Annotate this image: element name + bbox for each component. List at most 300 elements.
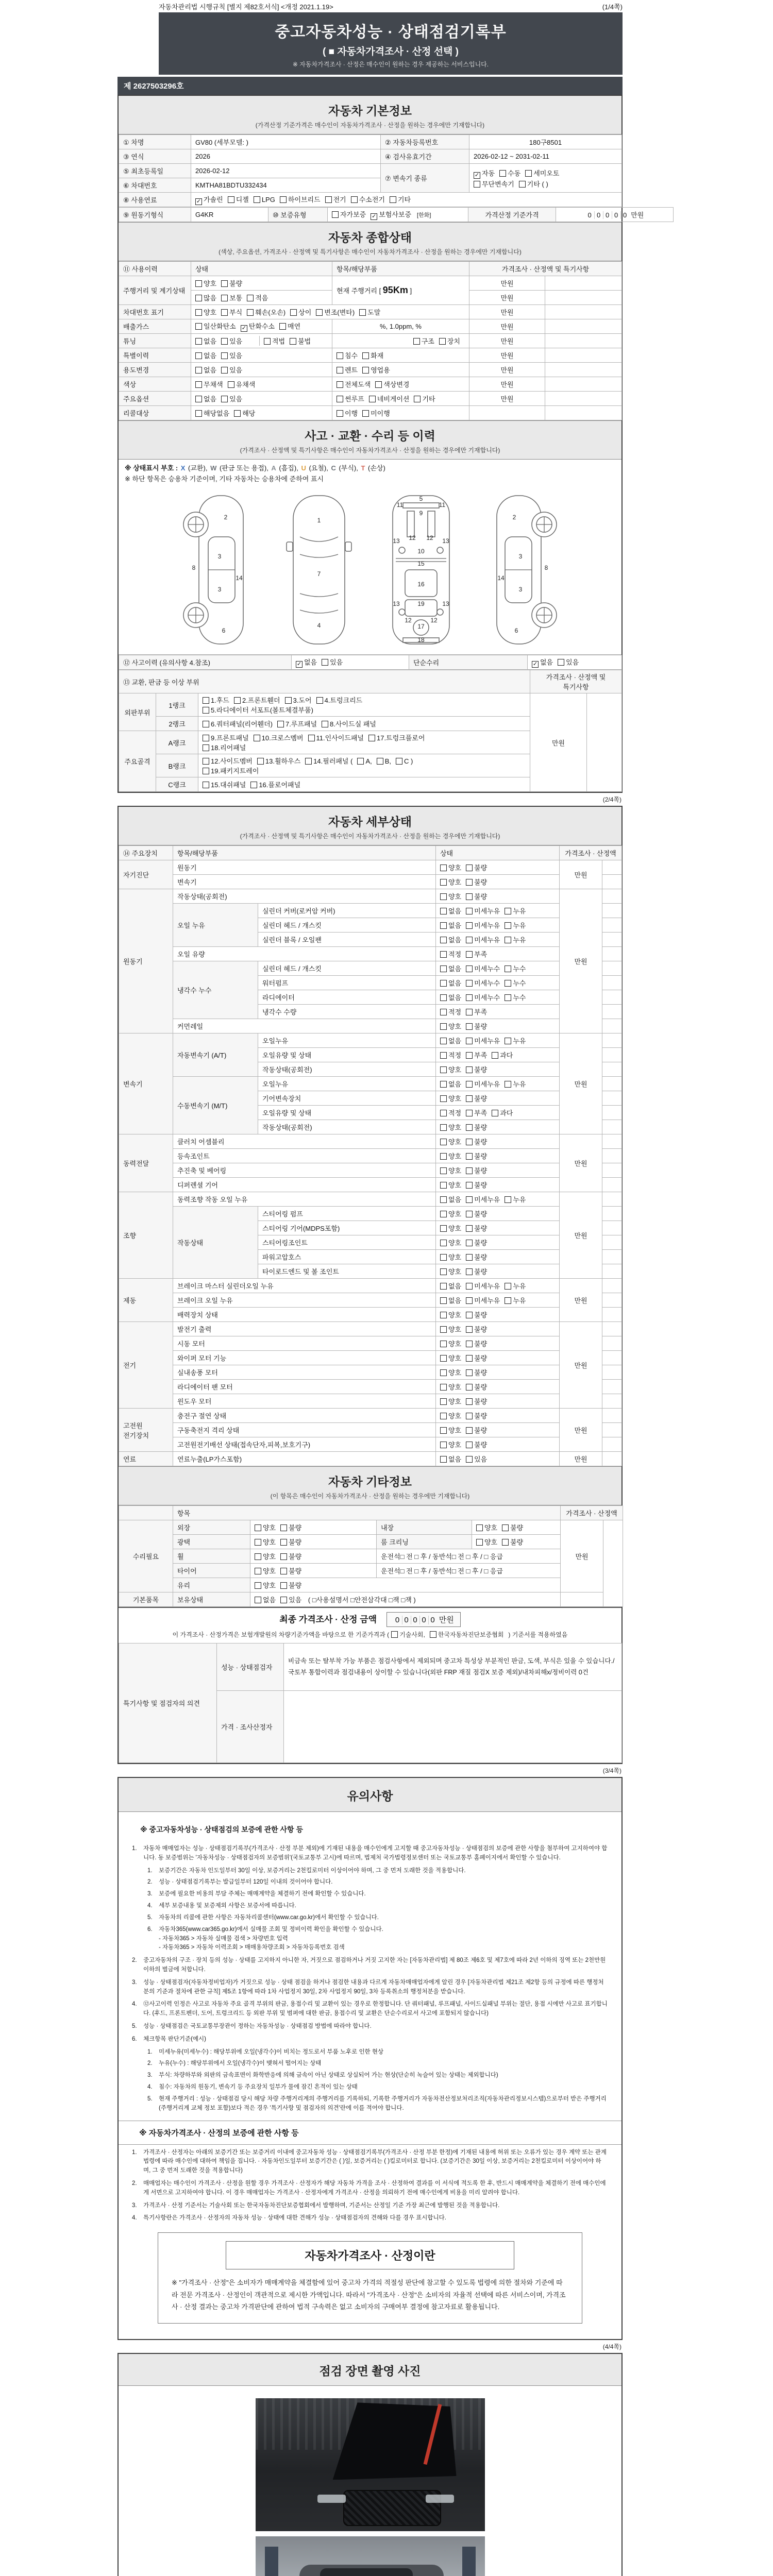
main-option-items[interactable]	[332, 392, 469, 406]
checkbox-unchecked[interactable]: 기타 ( )	[519, 179, 548, 189]
device-price-cell[interactable]: 만원	[560, 1452, 602, 1466]
etc-note-cell[interactable]	[603, 1520, 623, 1607]
checkbox-unchecked[interactable]: 무단변속기	[474, 179, 514, 189]
checkbox-unchecked[interactable]: 양호	[440, 1367, 461, 1377]
checkbox-unchecked[interactable]: 구조	[413, 336, 434, 346]
checkbox-unchecked[interactable]: 과다	[492, 1108, 513, 1117]
price-cell[interactable]: 만원	[469, 276, 545, 291]
checkbox-unchecked[interactable]: 미세누유	[466, 1194, 500, 1204]
device-state-options[interactable]	[436, 1120, 560, 1134]
device-note-cell[interactable]	[602, 1207, 622, 1221]
car-name-value[interactable]: GV80 (세부모델: )	[191, 135, 381, 149]
checkbox-unchecked[interactable]: 양호	[440, 1209, 461, 1218]
device-price-cell[interactable]: 만원	[560, 1033, 602, 1134]
checkbox-unchecked[interactable]: 미이행	[362, 408, 390, 418]
checkbox-unchecked[interactable]: 없음	[195, 394, 216, 403]
checkbox-unchecked[interactable]: 장치	[439, 336, 460, 346]
checkbox-unchecked[interactable]: 19.패키지트레이	[203, 766, 259, 775]
checkbox-unchecked[interactable]: 양호	[440, 1425, 461, 1435]
note-cell[interactable]	[545, 392, 622, 406]
inspection-period-value[interactable]: 2026-02-12 ~ 2031-02-11	[469, 149, 622, 164]
glass-options[interactable]	[250, 1578, 561, 1592]
checkbox-unchecked[interactable]: 불량	[280, 1580, 301, 1590]
checkbox-unchecked[interactable]: 불량	[466, 1367, 487, 1377]
device-note-cell[interactable]	[602, 947, 622, 961]
device-state-options[interactable]	[436, 918, 560, 933]
price-cell[interactable]: 만원	[469, 377, 545, 392]
tire-positions[interactable]: 운전석□ 전 □ 후 / 동반석□ 전 □ 후 / □ 응급	[377, 1564, 561, 1578]
main-option-options[interactable]	[191, 392, 332, 406]
checkbox-checked[interactable]: ✓ 가솔린	[196, 196, 223, 205]
checkbox-unchecked[interactable]: 부식	[221, 307, 242, 317]
checkbox-unchecked[interactable]: 양호	[255, 1551, 276, 1561]
checkbox-unchecked[interactable]: 양호	[440, 1353, 461, 1363]
device-state-options[interactable]	[436, 1062, 560, 1077]
base-price-value[interactable]: 0 0 0 0 0 만원	[556, 208, 674, 222]
checkbox-unchecked[interactable]: 미세누유	[466, 1079, 500, 1089]
device-note-cell[interactable]	[602, 875, 622, 889]
checkbox-unchecked[interactable]: 11.인사이드패널	[308, 733, 364, 742]
checkbox-unchecked[interactable]: 색상변경	[375, 379, 409, 389]
car-diagram-top-view[interactable]	[280, 493, 358, 647]
device-state-options[interactable]	[436, 1264, 560, 1279]
checkbox-unchecked[interactable]: A,	[357, 757, 372, 765]
device-note-cell[interactable]	[602, 990, 622, 1005]
device-note-cell[interactable]	[602, 1409, 622, 1423]
checkbox-unchecked[interactable]: 불량	[280, 1566, 301, 1575]
rank2-options[interactable]	[198, 717, 530, 731]
checkbox-unchecked[interactable]: 양호	[440, 862, 461, 872]
device-state-options[interactable]	[436, 1365, 560, 1380]
device-state-options[interactable]	[436, 990, 560, 1005]
checkbox-unchecked[interactable]: 세미오토	[525, 168, 559, 178]
checkbox-unchecked[interactable]: 누수	[505, 963, 526, 973]
etc-price-cell[interactable]: 만원	[561, 1520, 603, 1592]
device-state-options[interactable]	[436, 1322, 560, 1336]
checkbox-unchecked[interactable]: 자가보증	[332, 209, 366, 219]
device-note-cell[interactable]	[602, 1077, 622, 1091]
checkbox-unchecked[interactable]: 양호	[440, 1382, 461, 1392]
checkbox-unchecked[interactable]: 썬루프	[337, 394, 364, 403]
checkbox-unchecked[interactable]: 불량	[466, 1324, 487, 1334]
checkbox-unchecked[interactable]: 누유	[505, 1079, 526, 1089]
device-state-options[interactable]	[436, 1380, 560, 1394]
device-note-cell[interactable]	[602, 961, 622, 976]
checkbox-unchecked[interactable]: 불량	[502, 1537, 523, 1547]
device-state-options[interactable]	[436, 1192, 560, 1207]
checkbox-unchecked[interactable]: 9.프론트패널	[203, 733, 249, 742]
checkbox-checked[interactable]: ✓ 없음	[296, 658, 317, 667]
checkbox-unchecked[interactable]: 네비게이션	[369, 394, 410, 403]
checkbox-unchecked[interactable]: 유채색	[228, 379, 256, 389]
device-state-options[interactable]	[436, 1235, 560, 1250]
checkbox-unchecked[interactable]: 누수	[505, 978, 526, 988]
checkbox-unchecked[interactable]: 양호	[440, 1310, 461, 1319]
emission-options[interactable]	[191, 319, 332, 334]
device-state-options[interactable]	[436, 1163, 560, 1178]
device-state-options[interactable]	[436, 875, 560, 889]
checkbox-unchecked[interactable]: 2.프론트휀더	[234, 695, 280, 705]
vin-mark-options[interactable]	[191, 305, 469, 319]
checkbox-unchecked[interactable]: 미세누유	[466, 920, 500, 930]
checkbox-unchecked[interactable]: 불량	[466, 877, 487, 887]
checkbox-unchecked[interactable]: 과다	[492, 1050, 513, 1060]
wheel-options[interactable]	[250, 1549, 377, 1564]
checkbox-unchecked[interactable]: 있음	[558, 657, 579, 667]
checkbox-unchecked[interactable]: 불량	[466, 1411, 487, 1420]
price-cell[interactable]: 만원	[469, 291, 545, 305]
checkbox-unchecked[interactable]: 누유	[505, 920, 526, 930]
checkbox-unchecked[interactable]: 양호	[440, 1223, 461, 1233]
checkbox-unchecked[interactable]: 없음	[440, 1454, 461, 1464]
checkbox-unchecked[interactable]: 있음	[322, 657, 343, 667]
checkbox-unchecked[interactable]: 미세누유	[466, 1036, 500, 1045]
device-state-options[interactable]	[436, 976, 560, 990]
device-note-cell[interactable]	[602, 1365, 622, 1380]
checkbox-unchecked[interactable]: 불량	[466, 1382, 487, 1392]
checkbox-unchecked[interactable]: 무채색	[195, 379, 223, 389]
accident-history-options[interactable]	[292, 655, 409, 670]
checkbox-unchecked[interactable]: 하이브리드	[280, 194, 321, 204]
checkbox-unchecked[interactable]: 불량	[221, 278, 242, 288]
checkbox-unchecked[interactable]: 12.사이드멤버	[203, 756, 253, 766]
special-history-items[interactable]	[332, 348, 469, 363]
price-cell[interactable]	[469, 406, 545, 420]
checkbox-unchecked[interactable]: 누유	[505, 1194, 526, 1204]
device-state-options[interactable]	[436, 1033, 560, 1048]
device-note-cell[interactable]	[602, 904, 622, 918]
checkbox-unchecked[interactable]: 누유	[505, 935, 526, 944]
checkbox-unchecked[interactable]: 불량	[466, 1209, 487, 1218]
device-state-options[interactable]	[436, 947, 560, 961]
device-note-cell[interactable]	[602, 1221, 622, 1235]
color-items[interactable]	[332, 377, 469, 392]
checkbox-unchecked[interactable]: 전체도색	[337, 379, 371, 389]
checkbox-unchecked[interactable]: B,	[377, 757, 391, 765]
device-note-cell[interactable]	[602, 976, 622, 990]
device-price-cell[interactable]: 만원	[560, 1409, 602, 1452]
checkbox-checked[interactable]: ✓ 탄화수소	[241, 323, 275, 331]
checkbox-unchecked[interactable]: 누유	[505, 906, 526, 916]
checkbox-unchecked[interactable]: 기타	[414, 394, 435, 403]
checkbox-unchecked[interactable]: 불량	[466, 1439, 487, 1449]
emission-values[interactable]: %, 1.0ppm, %	[332, 319, 469, 334]
checkbox-unchecked[interactable]: 디젤	[228, 194, 249, 204]
checkbox-unchecked[interactable]: 상이	[290, 307, 311, 317]
checkbox-unchecked[interactable]: 있음	[280, 1595, 301, 1604]
checkbox-unchecked[interactable]: 8.사이드실 패널	[322, 719, 376, 728]
checkbox-unchecked[interactable]: 양호	[440, 1165, 461, 1175]
checkbox-unchecked[interactable]: 불량	[466, 1165, 487, 1175]
checkbox-unchecked[interactable]: 영업용	[362, 365, 390, 375]
checkbox-unchecked[interactable]: 불법	[290, 336, 311, 346]
checkbox-unchecked[interactable]: 양호	[440, 1411, 461, 1420]
device-state-options[interactable]	[436, 1394, 560, 1409]
inspector-comment[interactable]: 비금속 또는 탈부착 가능 부품은 점검사항에서 제외되며 중고차 특성상 부분적인 판금, 도색, 부식은 있을 수 있습니다./국토부 통합이력과 점검내용이 상이할 수 있습니다(외판 FRP 재질 점검X 보증 제외)/내차피해x/정비이력 0건	[284, 1643, 622, 1691]
device-note-cell[interactable]	[602, 1452, 622, 1466]
checkbox-unchecked[interactable]: 불량	[466, 1137, 487, 1146]
note-cell[interactable]	[545, 305, 622, 319]
rankA-options[interactable]	[198, 731, 530, 754]
transmission-options[interactable]	[469, 164, 622, 193]
device-state-options[interactable]	[436, 933, 560, 947]
device-state-options[interactable]	[436, 1178, 560, 1192]
device-note-cell[interactable]	[602, 1293, 622, 1308]
checkbox-unchecked[interactable]: 양호	[255, 1566, 276, 1575]
device-state-options[interactable]	[436, 1423, 560, 1437]
checkbox-unchecked[interactable]: 변조(변타)	[316, 307, 355, 317]
device-state-options[interactable]	[436, 904, 560, 918]
checkbox-unchecked[interactable]: 5.라디에이터 서포트(볼트체결부품)	[203, 705, 313, 715]
holding-state-options[interactable]: 없음 있음 ( □사용설명서 □안전삼각대 □잭 □잭 )	[250, 1592, 561, 1607]
reg-no-value[interactable]: 180구8501	[469, 135, 622, 149]
checkbox-unchecked[interactable]: 불량	[466, 1223, 487, 1233]
checkbox-unchecked[interactable]: 훼손(오손)	[247, 307, 285, 317]
device-price-cell[interactable]: 만원	[560, 1134, 602, 1192]
checkbox-unchecked[interactable]: LPG	[254, 196, 275, 204]
checkbox-unchecked[interactable]: 미세누수	[466, 992, 500, 1002]
checkbox-unchecked[interactable]: 없음	[440, 978, 461, 988]
checkbox-unchecked[interactable]: 있음	[466, 1454, 487, 1464]
checkbox-unchecked[interactable]: 없음	[440, 935, 461, 944]
checkbox-unchecked[interactable]: 양호	[440, 877, 461, 887]
device-note-cell[interactable]	[602, 1264, 622, 1279]
inspection-photo-on-lift[interactable]	[256, 2536, 485, 2576]
checkbox-unchecked[interactable]: 침수	[337, 350, 358, 360]
price-cell[interactable]: 만원	[469, 348, 545, 363]
room-cleaning-options[interactable]	[472, 1535, 561, 1549]
checkbox-checked[interactable]: ✓ 자동	[474, 169, 495, 178]
device-price-cell[interactable]: 만원	[560, 860, 602, 889]
checkbox-unchecked[interactable]: 양호	[440, 1122, 461, 1132]
note-cell[interactable]	[545, 319, 622, 334]
checkbox-unchecked[interactable]: 양호	[440, 1266, 461, 1276]
car-diagram-left-side[interactable]	[178, 493, 256, 647]
device-state-options[interactable]	[436, 1250, 560, 1264]
device-state-options[interactable]	[436, 1336, 560, 1351]
device-state-options[interactable]	[436, 860, 560, 875]
checkbox-unchecked[interactable]: 양호	[195, 278, 216, 288]
checkbox-unchecked[interactable]: 전기	[325, 194, 346, 204]
checkbox-unchecked[interactable]: 양호	[440, 1093, 461, 1103]
checkbox-unchecked[interactable]: 양호	[440, 1021, 461, 1031]
checkbox-unchecked[interactable]: 없음	[440, 992, 461, 1002]
checkbox-unchecked[interactable]: 불량	[466, 1064, 487, 1074]
checkbox-unchecked[interactable]: 미세누수	[466, 963, 500, 973]
simple-repair-options[interactable]	[528, 655, 622, 670]
device-note-cell[interactable]	[602, 1380, 622, 1394]
checkbox-unchecked[interactable]: 불량	[466, 1252, 487, 1262]
checkbox-unchecked[interactable]: 수동	[499, 168, 520, 178]
checkbox-unchecked[interactable]: 6.쿼터패널(리어휀더)	[203, 719, 273, 728]
checkbox-unchecked[interactable]: 불량	[280, 1537, 301, 1547]
checkbox-unchecked[interactable]: 16.플로어패널	[250, 779, 300, 789]
mileage-amount-options[interactable]	[191, 291, 332, 305]
checkbox-unchecked[interactable]: 해당	[234, 408, 255, 418]
checkbox-unchecked[interactable]: 있음	[221, 365, 242, 375]
checkbox-unchecked[interactable]: 누유	[505, 1281, 526, 1291]
checkbox-unchecked[interactable]: 양호	[440, 1137, 461, 1146]
checkbox-unchecked[interactable]: 누수	[505, 992, 526, 1002]
checkbox-unchecked[interactable]: 부족	[466, 949, 487, 959]
recall-items[interactable]	[332, 406, 469, 420]
device-note-cell[interactable]	[602, 1394, 622, 1409]
checkbox-unchecked[interactable]: 적정	[440, 1108, 461, 1117]
device-state-options[interactable]	[436, 1019, 560, 1033]
checkbox-unchecked[interactable]: 미세누유	[466, 935, 500, 944]
device-price-cell[interactable]: 만원	[560, 1279, 602, 1322]
note-cell[interactable]	[545, 291, 622, 305]
device-note-cell[interactable]	[602, 1163, 622, 1178]
checkbox-unchecked[interactable]: 한국자동차진단보증협회	[430, 1630, 504, 1639]
checkbox-unchecked[interactable]: 양호	[440, 1064, 461, 1074]
checkbox-unchecked[interactable]: 미세누유	[466, 1281, 500, 1291]
tuning-type-options[interactable]	[332, 334, 469, 348]
device-note-cell[interactable]	[602, 1106, 622, 1120]
device-state-options[interactable]	[436, 1106, 560, 1120]
device-note-cell[interactable]	[602, 1178, 622, 1192]
checkbox-unchecked[interactable]: 없음	[440, 1194, 461, 1204]
device-state-options[interactable]	[436, 1437, 560, 1452]
checkbox-unchecked[interactable]: 불량	[466, 1425, 487, 1435]
usage-change-options[interactable]	[191, 363, 332, 377]
device-state-options[interactable]	[436, 961, 560, 976]
checkbox-checked[interactable]: ✓ 없음	[532, 658, 553, 667]
checkbox-unchecked[interactable]: 미세누유	[466, 1295, 500, 1305]
special-history-options[interactable]	[191, 348, 332, 363]
checkbox-unchecked[interactable]: 있음	[221, 336, 242, 346]
inspection-photo-engine-bay[interactable]	[256, 2398, 485, 2531]
rankC-options[interactable]	[198, 777, 530, 792]
note-cell[interactable]	[545, 363, 622, 377]
vin-value[interactable]: KMTHA81BDTU332434	[191, 178, 381, 193]
device-state-options[interactable]	[436, 1221, 560, 1235]
checkbox-unchecked[interactable]: 불량	[466, 1396, 487, 1406]
checkbox-unchecked[interactable]: 없음	[440, 1281, 461, 1291]
checkbox-unchecked[interactable]: 불량	[466, 862, 487, 872]
checkbox-unchecked[interactable]: 불량	[466, 1310, 487, 1319]
device-note-cell[interactable]	[602, 933, 622, 947]
checkbox-unchecked[interactable]: 양호	[440, 1439, 461, 1449]
checkbox-unchecked[interactable]: 양호	[255, 1522, 276, 1532]
checkbox-unchecked[interactable]: 불량	[466, 1151, 487, 1161]
checkbox-unchecked[interactable]: 수소전기	[351, 194, 385, 204]
device-state-options[interactable]	[436, 1279, 560, 1293]
device-note-cell[interactable]	[602, 1149, 622, 1163]
checkbox-unchecked[interactable]: 해당없음	[195, 408, 229, 418]
checkbox-unchecked[interactable]: 3.도어	[285, 695, 312, 705]
car-diagram-right-side[interactable]	[484, 493, 562, 647]
device-note-cell[interactable]	[602, 1423, 622, 1437]
device-note-cell[interactable]	[602, 1062, 622, 1077]
device-state-options[interactable]	[436, 1134, 560, 1149]
checkbox-unchecked[interactable]: 불량	[466, 891, 487, 901]
note-cell[interactable]	[545, 406, 622, 420]
basic-items-price[interactable]	[561, 1592, 603, 1607]
device-note-cell[interactable]	[602, 1308, 622, 1322]
note-cell[interactable]	[545, 276, 622, 291]
wheel-positions[interactable]: 운전석□ 전 □ 후 / 동반석□ 전 □ 후 / □ 응급	[377, 1549, 561, 1564]
checkbox-unchecked[interactable]: 없음	[440, 963, 461, 973]
checkbox-unchecked[interactable]: 없음	[440, 920, 461, 930]
device-note-cell[interactable]	[602, 1120, 622, 1134]
checkbox-unchecked[interactable]: 양호	[440, 1324, 461, 1334]
device-state-options[interactable]	[436, 1048, 560, 1062]
checkbox-unchecked[interactable]: 불량	[466, 1093, 487, 1103]
checkbox-unchecked[interactable]: 불량	[466, 1338, 487, 1348]
device-note-cell[interactable]	[602, 1048, 622, 1062]
exterior-options[interactable]	[250, 1520, 377, 1535]
checkbox-unchecked[interactable]: 양호	[440, 1338, 461, 1348]
checkbox-unchecked[interactable]: 불량	[466, 1353, 487, 1363]
checkbox-unchecked[interactable]: 미세누유	[466, 906, 500, 916]
checkbox-unchecked[interactable]: 없음	[255, 1595, 276, 1604]
checkbox-unchecked[interactable]: 10.크로스멤버	[254, 733, 304, 742]
checkbox-unchecked[interactable]: 적법	[264, 336, 285, 346]
checkbox-unchecked[interactable]: 없음	[195, 336, 216, 346]
interior-options[interactable]	[472, 1520, 561, 1535]
checkbox-unchecked[interactable]: 누유	[505, 1295, 526, 1305]
checkbox-unchecked[interactable]: 14.필러패널 (	[305, 756, 352, 766]
rank1-options[interactable]	[198, 693, 530, 717]
device-note-cell[interactable]	[602, 1437, 622, 1452]
recall-options[interactable]	[191, 406, 332, 420]
checkbox-unchecked[interactable]: 양호	[440, 1396, 461, 1406]
checkbox-checked[interactable]: ✓ 보험사보증	[372, 211, 412, 219]
color-options[interactable]	[191, 377, 332, 392]
device-state-options[interactable]	[436, 1293, 560, 1308]
price-cell[interactable]: 만원	[469, 305, 545, 319]
device-note-cell[interactable]	[602, 1235, 622, 1250]
checkbox-unchecked[interactable]: 불량	[280, 1522, 301, 1532]
checkbox-unchecked[interactable]: 양호	[440, 1151, 461, 1161]
price-cell[interactable]: 만원	[469, 392, 545, 406]
checkbox-unchecked[interactable]: 적정	[440, 1007, 461, 1016]
checkbox-unchecked[interactable]: 보통	[221, 293, 242, 302]
checkbox-unchecked[interactable]: 화재	[362, 350, 383, 360]
checkbox-unchecked[interactable]: 일산화탄소	[195, 321, 236, 331]
usage-change-items[interactable]	[332, 363, 469, 377]
device-state-options[interactable]	[436, 889, 560, 904]
checkbox-unchecked[interactable]: 미세누수	[466, 978, 500, 988]
checkbox-unchecked[interactable]: 17.트렁크플로어	[368, 733, 425, 742]
device-state-options[interactable]	[436, 1409, 560, 1423]
price-cell[interactable]: 만원	[469, 363, 545, 377]
checkbox-unchecked[interactable]: 없음	[440, 1036, 461, 1045]
odometer-state-options[interactable]	[191, 276, 332, 291]
checkbox-unchecked[interactable]: 이행	[337, 408, 358, 418]
frame-note-cell[interactable]	[587, 693, 622, 792]
final-price-value[interactable]: 0 0 0 0 0 만원	[386, 1612, 461, 1627]
frame-price-cell[interactable]: 만원	[530, 693, 587, 792]
device-state-options[interactable]	[436, 1452, 560, 1466]
checkbox-unchecked[interactable]: 매연	[279, 321, 300, 331]
checkbox-unchecked[interactable]: 적음	[247, 293, 268, 302]
checkbox-unchecked[interactable]: 13.휠하우스	[257, 756, 300, 766]
checkbox-unchecked[interactable]: 양호	[255, 1580, 276, 1590]
device-note-cell[interactable]	[602, 1192, 622, 1207]
rankB-options[interactable]	[198, 754, 530, 777]
checkbox-unchecked[interactable]: 양호	[255, 1537, 276, 1547]
checkbox-unchecked[interactable]: 불량	[502, 1522, 523, 1532]
polish-options[interactable]	[250, 1535, 377, 1549]
checkbox-unchecked[interactable]: 양호	[440, 1180, 461, 1190]
device-state-options[interactable]	[436, 1149, 560, 1163]
checkbox-unchecked[interactable]: 15.대쉬패널	[203, 779, 246, 789]
device-note-cell[interactable]	[602, 1033, 622, 1048]
checkbox-unchecked[interactable]: 있음	[221, 394, 242, 403]
tuning-cell[interactable]	[191, 334, 332, 348]
